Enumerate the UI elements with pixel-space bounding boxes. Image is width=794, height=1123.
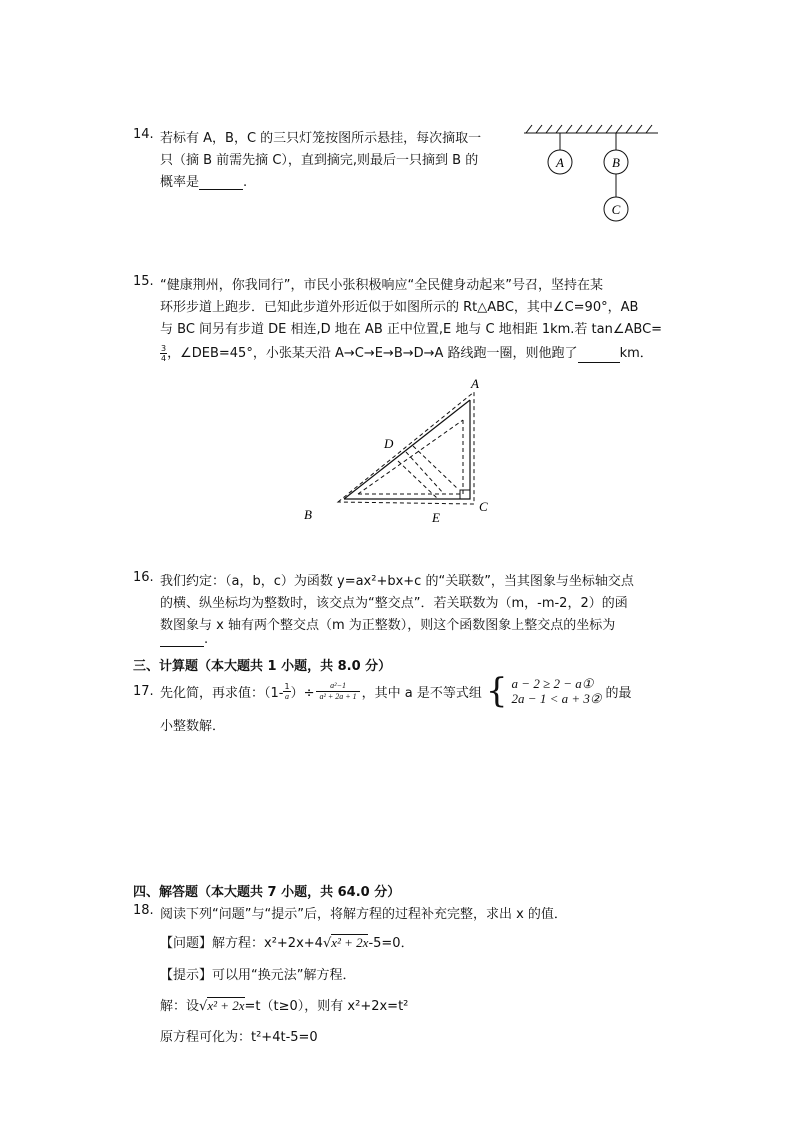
q15-line2: 环形步道上跑步．已知此步道外形近似于如图所示的 Rt△ABC，其中∠C=90°，AB (160, 300, 639, 315)
q16-line4 (160, 632, 208, 647)
q17-number: 17. (133, 684, 154, 699)
path-d-c (413, 446, 458, 489)
fraction-numerator: 3 (161, 344, 167, 353)
q14-line1: 若标有 A，B，C 的三只灯笼按图所示悬挂，每次摘取一 (160, 131, 482, 146)
fraction-denominator: 4 (161, 354, 167, 363)
inner-hyp (358, 420, 463, 494)
q17-text-b: ）÷ (290, 685, 315, 701)
q16-line1: 我们约定：（a，b，c）为函数 y=ax²+bx+c 的“关联数”，当其图象与坐标轴交点 (160, 574, 634, 589)
q15-line4 (160, 342, 653, 363)
q17-text-c: ，其中 a 是不等式组 (361, 685, 482, 701)
q17-text-d: 的最 (605, 685, 632, 701)
label-c: C (611, 202, 621, 217)
label-c: C (479, 499, 488, 514)
fraction-expression (316, 681, 359, 702)
q15-line1: “健康荆州，你我同行”，市民小张积极响应“全民健身动起来”号召，坚持在某 (160, 278, 603, 293)
q17-line1 (160, 671, 632, 711)
label-e: E (432, 510, 440, 525)
q18-problem (160, 932, 414, 951)
q18-number: 18. (133, 903, 154, 918)
q18-solution (160, 995, 408, 1014)
q16-line2: 的横、纵坐标均为整数时，该交点为“整交点”．若关联数为（m，-m-2，2）的函 (160, 596, 628, 611)
section-3-title: 三、计算题（本大题共 1 小题，共 8.0 分） (133, 659, 392, 674)
problem-text-b: -5=0． (368, 936, 414, 951)
path-de (406, 452, 444, 494)
label-a: A (556, 155, 564, 170)
inequality-brace: { (485, 671, 508, 711)
q14-line3 (160, 171, 247, 190)
q18-hint: 【提示】可以用“换元法”解方程． (160, 968, 356, 983)
side-ab (344, 400, 470, 499)
fraction-1-over-a (283, 682, 290, 701)
ceiling-hatch (526, 125, 652, 133)
triangle-figure (298, 372, 498, 527)
solution-text-b: =t（t≥0），则有 x²+2x=t² (244, 999, 409, 1014)
q15-number: 15. (133, 274, 154, 289)
q16-period: . (204, 632, 209, 647)
right-angle-mark (460, 490, 470, 499)
problem-text-a: 【问题】解方程：x²+2x+4 (160, 936, 323, 951)
inequality-2: 2a − 1 < a + 3② (511, 691, 602, 706)
q16-number: 16. (133, 570, 154, 585)
q15-line3: 与 BC 间另有步道 DE 相连,D 地在 AB 正中位置,E 地与 C 地相距 1km.若 tan∠ABC= (160, 322, 663, 337)
label-a: A (471, 376, 479, 391)
q17-text-a: 先化简，再求值：（1- (160, 685, 284, 701)
sqrt-sign: √ (322, 936, 332, 951)
fraction-denominator: a (285, 691, 290, 701)
inequality-system (512, 676, 602, 706)
q14-number: 14. (133, 127, 154, 142)
solution-text-a: 解：设 (160, 999, 200, 1014)
q14-line2: 只（摘 B 前需先摘 C），直到摘完,则最后一只摘到 B 的 (160, 153, 479, 168)
q17-line2: 小整数解． (160, 719, 226, 734)
fraction-denominator: a² + 2a + 1 (319, 691, 357, 701)
answer-blank (160, 632, 204, 647)
q18-line1: 阅读下列“问题”与“提示”后，将解方程的过程补充完整，求出 x 的值． (160, 907, 567, 922)
q14-text: 概率是 (160, 175, 200, 190)
q15-unit: km． (619, 346, 653, 361)
radicand: x² + 2x (331, 935, 369, 950)
section-4-title: 四、解答题（本大题共 7 小题，共 64.0 分） (133, 885, 401, 900)
label-b: B (612, 155, 620, 170)
q14-period: . (243, 175, 248, 190)
answer-blank (199, 175, 243, 190)
q16-line3: 数图象与 x 轴有两个整交点（m 为正整数），则这个函数图象上整交点的坐标为 (160, 618, 616, 633)
fraction-numerator: a²−1 (316, 681, 359, 692)
lantern-figure (518, 122, 663, 232)
sqrt-sign: √ (199, 999, 208, 1014)
inequality-1: a − 2 ≥ 2 − a① (511, 676, 594, 691)
q15-text: ，∠DEB=45°，小张某天沿 A→C→E→B→D→A 路线跑一圈，则他跑了 (167, 346, 578, 361)
label-d: D (384, 436, 394, 451)
radicand: x² + 2x (207, 998, 245, 1013)
fraction-numerator: 1 (284, 681, 290, 691)
q18-last-line: 原方程可化为：t²+4t-5=0 (160, 1030, 318, 1045)
label-b: B (304, 507, 312, 522)
answer-blank (578, 348, 620, 363)
